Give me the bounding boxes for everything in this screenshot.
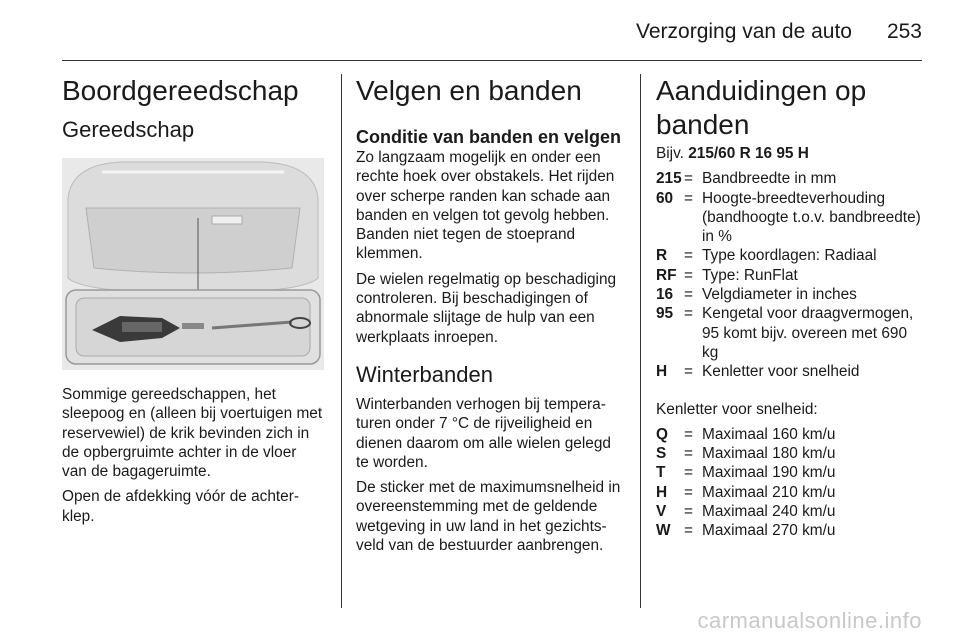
heading-boordgereedschap: Boordgereedschap: [62, 75, 299, 106]
heading-aanduidingen-op-banden: Aanduidingen op banden: [656, 75, 867, 140]
code: Q: [656, 425, 668, 443]
equals: =: [684, 170, 693, 188]
code: 16: [656, 286, 674, 304]
list-item: [656, 502, 924, 521]
definition: Maximaal 190 km/u: [702, 464, 836, 482]
paragraph: Winterbanden verhogen bij temperaturen onder 7 °C de rijveiligheid en dienen daarom om alle wielen gelegd te worden.: [356, 395, 611, 471]
equals: =: [684, 522, 693, 540]
header-title: Verzorging van de auto: [636, 20, 852, 43]
list-item: [656, 285, 924, 304]
speed-intro: Kenletter voor snelheid:: [656, 400, 818, 418]
column-aanduidingen: [656, 74, 924, 541]
subheading-gereedschap: Gereedschap: [62, 117, 195, 142]
code: H: [656, 363, 668, 381]
page-number: 253: [886, 20, 922, 43]
definition: Maximaal 160 km/u: [702, 425, 836, 443]
example-code: 215/60 R 16 95 H: [688, 145, 809, 162]
code: W: [656, 522, 671, 540]
list-item: [656, 521, 924, 540]
heading-velgen-en-banden: Velgen en banden: [356, 75, 582, 106]
definition: Type koordlagen: Radiaal: [702, 247, 877, 265]
tire-code-example: [656, 144, 924, 163]
paragraph: Open de afdekking vóór de achterklep.: [62, 488, 300, 525]
equals: =: [684, 189, 693, 207]
header-rule: [62, 60, 922, 61]
definition: Maximaal 180 km/u: [702, 445, 836, 463]
list-item: [656, 246, 924, 265]
definition: Bandbreedte in mm: [702, 170, 837, 188]
paragraph: De wielen regelmatig op beschadiging controleren. Bij beschadigingen of abnormale slijtage de hulp van een werkplaats inroepen.: [356, 270, 617, 346]
definition: Kengetal voor draagvermogen, 95 komt bijv. overeen met 690 kg: [702, 305, 914, 361]
code: H: [656, 483, 668, 501]
page-header: [62, 16, 922, 60]
example-prefix: Bijv.: [656, 145, 684, 162]
definition: Kenletter voor snelheid: [702, 363, 860, 381]
code: 60: [656, 189, 674, 207]
code: 215: [656, 170, 682, 188]
code: 95: [656, 305, 674, 323]
equals: =: [684, 247, 693, 265]
paragraph: Sommige gereedschappen, het sleepoog en (alleen bij voertuigen met reservewiel) de krik bevinden zich in de opbergruimte achter in de vloer van de bagageruimte.: [62, 386, 323, 481]
list-item: [656, 444, 924, 463]
code: T: [656, 464, 666, 482]
equals: =: [684, 464, 693, 482]
code: RF: [656, 266, 677, 284]
definition: Type: RunFlat: [702, 266, 798, 284]
list-item: [656, 266, 924, 285]
subheading-conditie: Conditie van banden en velgen: [356, 127, 622, 147]
definition: Velgdiameter in inches: [702, 286, 857, 304]
equals: =: [684, 503, 693, 521]
equals: =: [684, 483, 693, 501]
watermark: carmanualsonline.info: [697, 608, 922, 633]
list-item: [656, 169, 924, 188]
tire-code-list: [656, 169, 924, 381]
equals: =: [684, 425, 693, 443]
subheading-winterbanden: Winterbanden: [356, 361, 493, 387]
code: R: [656, 247, 668, 265]
list-item: [656, 304, 924, 362]
list-item: [656, 189, 924, 247]
tool-storage-illustration: [62, 158, 324, 370]
equals: =: [684, 286, 693, 304]
definition: Maximaal 210 km/u: [702, 483, 836, 501]
paragraph: De sticker met de maximumsnelheid in overeenstemming met de geldende wetgeving in uw land in het gezichtsveld van de bestuurder aanbrengen.: [356, 479, 621, 555]
equals: =: [684, 305, 693, 323]
equals: =: [684, 445, 693, 463]
list-item: [656, 483, 924, 502]
list-item: [656, 425, 924, 444]
column-divider-1: [341, 74, 342, 608]
paragraph: Zo langzaam mogelijk en onder een rechte hoek over obstakels. Het rijden over scherpe randen kan schade aan banden en velgen tot gevolg hebben. Banden niet tegen de stoeprand klemmen.: [356, 149, 615, 263]
definition: Hoogte-breedteverhouding (bandhoogte t.o.v. bandbreedte) in %: [702, 189, 921, 246]
code: V: [656, 503, 667, 521]
equals: =: [684, 363, 693, 381]
list-item: [656, 362, 924, 381]
definition: Maximaal 240 km/u: [702, 503, 836, 521]
equals: =: [684, 266, 693, 284]
column-boordgereedschap: [62, 74, 324, 532]
speed-code-list: [656, 425, 924, 541]
column-velgen-en-banden: [356, 74, 624, 561]
list-item: [656, 463, 924, 482]
column-divider-2: [640, 74, 641, 608]
code: S: [656, 445, 667, 463]
definition: Maximaal 270 km/u: [702, 522, 836, 540]
